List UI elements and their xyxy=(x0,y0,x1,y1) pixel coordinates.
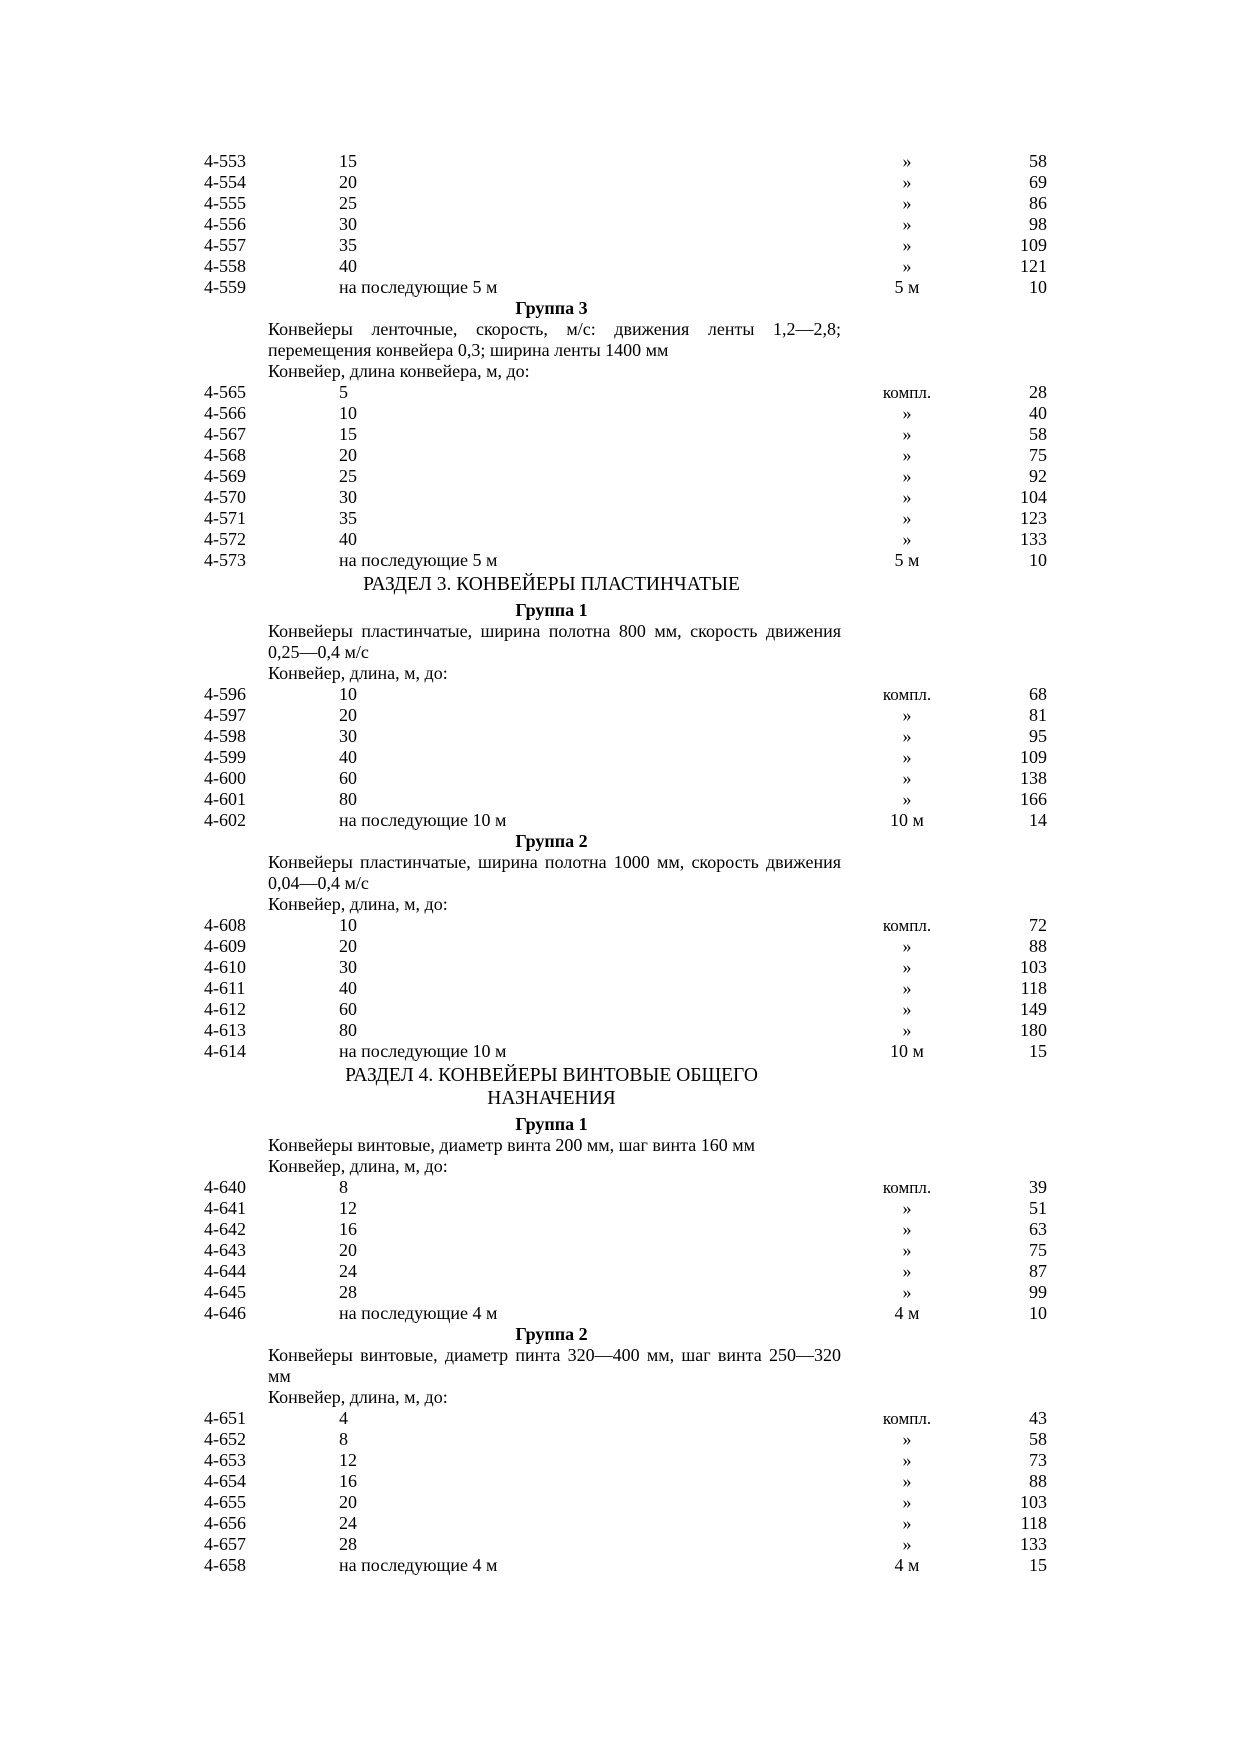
row-description: 15 xyxy=(339,424,357,444)
row-value: 95 xyxy=(1029,726,1047,746)
row-value: 88 xyxy=(1029,1471,1047,1491)
row-unit: компл. xyxy=(882,1409,932,1428)
row-description: 28 xyxy=(339,1282,357,1302)
row-code: 4-643 xyxy=(204,1240,246,1260)
table-row xyxy=(204,1303,1052,1324)
row-unit: » xyxy=(902,445,912,465)
row-code: 4-569 xyxy=(204,466,246,486)
table-row xyxy=(204,550,1052,571)
row-description: 10 xyxy=(339,684,357,704)
row-value: 138 xyxy=(1020,768,1047,788)
row-description: 10 xyxy=(339,915,357,935)
row-unit: » xyxy=(902,424,912,444)
table-row xyxy=(204,172,1052,193)
row-value: 15 xyxy=(1029,1555,1047,1575)
table-row xyxy=(204,256,1052,277)
row-description: 30 xyxy=(339,726,357,746)
row-value: 99 xyxy=(1029,1282,1047,1302)
row-value: 87 xyxy=(1029,1261,1047,1281)
row-value: 10 xyxy=(1029,277,1047,297)
row-value: 51 xyxy=(1029,1198,1047,1218)
row-description: 35 xyxy=(339,235,357,255)
rows-block xyxy=(204,151,1052,298)
row-code: 4-559 xyxy=(204,277,246,297)
row-value: 69 xyxy=(1029,172,1047,192)
row-code: 4-655 xyxy=(204,1492,246,1512)
row-unit: » xyxy=(902,726,912,746)
row-code: 4-609 xyxy=(204,936,246,956)
row-code: 4-573 xyxy=(204,550,246,570)
row-value: 103 xyxy=(1020,957,1047,977)
table-row xyxy=(204,1450,1052,1471)
row-value: 180 xyxy=(1020,1020,1047,1040)
row-code: 4-612 xyxy=(204,999,246,1019)
row-description: 60 xyxy=(339,999,357,1019)
row-description: 20 xyxy=(339,1240,357,1260)
row-code: 4-614 xyxy=(204,1041,246,1061)
row-description: на последующие 4 м xyxy=(339,1555,498,1575)
row-description: 40 xyxy=(339,529,357,549)
rows-block xyxy=(204,1177,1052,1324)
table-row xyxy=(204,768,1052,789)
row-value: 10 xyxy=(1029,550,1047,570)
group-description: Конвейеры пластинчатые, ширина полотна 1000 мм, скорость движения 0,04—0,4 м/с xyxy=(268,852,841,893)
row-code: 4-646 xyxy=(204,1303,246,1323)
group-title: Группа 1 xyxy=(515,1114,588,1134)
group-description: Конвейеры ленточные, скорость, м/с: движения ленты 1,2—2,8; перемещения конвейера 0,3; ширина ленты 1400 мм xyxy=(268,319,841,360)
row-value: 75 xyxy=(1029,445,1047,465)
table-row xyxy=(204,277,1052,298)
row-value: 72 xyxy=(1029,915,1047,935)
group-subtitle: Конвейер, длина, м, до: xyxy=(268,894,448,914)
row-unit: компл. xyxy=(882,1178,932,1197)
table-row xyxy=(204,789,1052,810)
row-code: 4-568 xyxy=(204,445,246,465)
row-code: 4-654 xyxy=(204,1471,246,1491)
row-code: 4-557 xyxy=(204,235,246,255)
row-unit: » xyxy=(902,705,912,725)
row-code: 4-566 xyxy=(204,403,246,423)
row-code: 4-597 xyxy=(204,705,246,725)
row-description: на последующие 10 м xyxy=(339,810,507,830)
table-row xyxy=(204,915,1052,936)
row-value: 58 xyxy=(1029,1429,1047,1449)
row-description: 12 xyxy=(339,1198,357,1218)
row-description: 30 xyxy=(339,214,357,234)
group-title: Группа 1 xyxy=(515,600,588,620)
row-value: 10 xyxy=(1029,1303,1047,1323)
row-code: 4-644 xyxy=(204,1261,246,1281)
row-unit: » xyxy=(902,235,912,255)
row-value: 75 xyxy=(1029,1240,1047,1260)
row-unit: » xyxy=(902,768,912,788)
row-unit: » xyxy=(902,529,912,549)
row-value: 133 xyxy=(1020,529,1047,549)
table-row xyxy=(204,445,1052,466)
table-row xyxy=(204,487,1052,508)
row-code: 4-608 xyxy=(204,915,246,935)
row-description: на последующие 5 м xyxy=(339,550,498,570)
row-description: 25 xyxy=(339,193,357,213)
row-unit: компл. xyxy=(882,916,932,935)
row-unit: компл. xyxy=(882,685,932,704)
row-description: 20 xyxy=(339,1492,357,1512)
row-value: 39 xyxy=(1029,1177,1047,1197)
table-row xyxy=(204,193,1052,214)
table-row xyxy=(204,1534,1052,1555)
table-row xyxy=(204,810,1052,831)
row-unit: 4 м xyxy=(894,1303,920,1323)
row-unit: 10 м xyxy=(890,1041,924,1061)
group-subtitle: Конвейер, длина, м, до: xyxy=(268,1387,448,1407)
row-unit: » xyxy=(902,1513,912,1533)
row-value: 15 xyxy=(1029,1041,1047,1061)
group-subtitle: Конвейер, длина, м, до: xyxy=(268,1156,448,1176)
group-description: Конвейеры винтовые, диаметр винта 200 мм, шаг винта 160 мм xyxy=(268,1135,756,1155)
row-description: 24 xyxy=(339,1261,357,1281)
table-row xyxy=(204,1492,1052,1513)
row-code: 4-645 xyxy=(204,1282,246,1302)
row-value: 58 xyxy=(1029,424,1047,444)
row-unit: » xyxy=(902,256,912,276)
rows-block xyxy=(204,382,1052,571)
row-description: 80 xyxy=(339,1020,357,1040)
row-unit: » xyxy=(902,466,912,486)
row-code: 4-570 xyxy=(204,487,246,507)
row-code: 4-558 xyxy=(204,256,246,276)
table-row xyxy=(204,726,1052,747)
table-row xyxy=(204,1198,1052,1219)
row-description: 12 xyxy=(339,1450,357,1470)
row-description: на последующие 5 м xyxy=(339,277,498,297)
row-unit: » xyxy=(902,1240,912,1260)
table-row xyxy=(204,1282,1052,1303)
table-row xyxy=(204,466,1052,487)
row-unit: » xyxy=(902,1020,912,1040)
row-description: 40 xyxy=(339,256,357,276)
row-value: 73 xyxy=(1029,1450,1047,1470)
row-value: 118 xyxy=(1020,978,1047,998)
section-title-line: РАЗДЕЛ 4. КОНВЕЙЕРЫ ВИНТОВЫЕ ОБЩЕГО xyxy=(345,1065,758,1086)
row-value: 58 xyxy=(1029,151,1047,171)
rows-block xyxy=(204,1408,1052,1576)
row-unit: » xyxy=(902,1282,912,1302)
row-description: 4 xyxy=(339,1408,348,1428)
row-value: 92 xyxy=(1029,466,1047,486)
row-unit: » xyxy=(902,487,912,507)
row-code: 4-601 xyxy=(204,789,246,809)
row-code: 4-567 xyxy=(204,424,246,444)
row-code: 4-571 xyxy=(204,508,246,528)
row-description: 30 xyxy=(339,957,357,977)
row-description: 16 xyxy=(339,1471,357,1491)
rows-block xyxy=(204,684,1052,831)
table-row xyxy=(204,747,1052,768)
group-title: Группа 3 xyxy=(515,298,588,318)
group-title: Группа 2 xyxy=(515,1324,588,1344)
row-code: 4-555 xyxy=(204,193,246,213)
row-value: 14 xyxy=(1029,810,1047,830)
row-description: 80 xyxy=(339,789,357,809)
table-row xyxy=(204,424,1052,445)
row-value: 88 xyxy=(1029,936,1047,956)
row-code: 4-658 xyxy=(204,1555,246,1575)
row-value: 133 xyxy=(1020,1534,1047,1554)
row-description: 8 xyxy=(339,1177,348,1197)
table-row xyxy=(204,1177,1052,1198)
row-unit: » xyxy=(902,1534,912,1554)
table-row xyxy=(204,1240,1052,1261)
table-row xyxy=(204,1555,1052,1576)
row-code: 4-610 xyxy=(204,957,246,977)
row-value: 109 xyxy=(1020,235,1047,255)
row-value: 81 xyxy=(1029,705,1047,725)
row-value: 121 xyxy=(1020,256,1047,276)
row-code: 4-642 xyxy=(204,1219,246,1239)
row-description: 60 xyxy=(339,768,357,788)
table-row xyxy=(204,684,1052,705)
row-value: 103 xyxy=(1020,1492,1047,1512)
row-value: 118 xyxy=(1020,1513,1047,1533)
row-unit: » xyxy=(902,151,912,171)
row-unit: » xyxy=(902,1450,912,1470)
row-value: 109 xyxy=(1020,747,1047,767)
row-unit: » xyxy=(902,747,912,767)
row-value: 63 xyxy=(1029,1219,1047,1239)
table-row xyxy=(204,1429,1052,1450)
row-value: 40 xyxy=(1029,403,1047,423)
row-unit: » xyxy=(902,1261,912,1281)
table-row xyxy=(204,705,1052,726)
table-row xyxy=(204,1020,1052,1041)
row-code: 4-554 xyxy=(204,172,246,192)
row-unit: » xyxy=(902,508,912,528)
row-description: на последующие 10 м xyxy=(339,1041,507,1061)
row-unit: компл. xyxy=(882,383,932,402)
section-title-line: НАЗНАЧЕНИЯ xyxy=(487,1088,616,1109)
group-subtitle: Конвейер, длина конвейера, м, до: xyxy=(268,361,530,381)
row-value: 43 xyxy=(1029,1408,1047,1428)
group-description: Конвейеры пластинчатые, ширина полотна 800 мм, скорость движения 0,25—0,4 м/с xyxy=(268,621,841,662)
row-value: 68 xyxy=(1029,684,1047,704)
table-row xyxy=(204,1041,1052,1062)
table-row xyxy=(204,978,1052,999)
row-code: 4-611 xyxy=(204,978,246,998)
document-page xyxy=(204,151,1052,1576)
row-unit: » xyxy=(902,172,912,192)
row-code: 4-556 xyxy=(204,214,246,234)
table-row xyxy=(204,1513,1052,1534)
row-code: 4-600 xyxy=(204,768,246,788)
row-unit: » xyxy=(902,193,912,213)
row-unit: 4 м xyxy=(894,1555,920,1575)
table-row xyxy=(204,1261,1052,1282)
row-description: 10 xyxy=(339,403,357,423)
row-description: на последующие 4 м xyxy=(339,1303,498,1323)
table-row xyxy=(204,151,1052,172)
row-description: 8 xyxy=(339,1429,348,1449)
table-row xyxy=(204,999,1052,1020)
row-unit: » xyxy=(902,1219,912,1239)
row-unit: » xyxy=(902,1429,912,1449)
row-value: 28 xyxy=(1029,382,1047,402)
table-row xyxy=(204,403,1052,424)
row-description: 25 xyxy=(339,466,357,486)
table-row xyxy=(204,508,1052,529)
row-unit: » xyxy=(902,789,912,809)
row-description: 40 xyxy=(339,978,357,998)
table-row xyxy=(204,235,1052,256)
section-title: РАЗДЕЛ 3. КОНВЕЙЕРЫ ПЛАСТИНЧАТЫЕ xyxy=(363,574,740,595)
row-unit: » xyxy=(902,214,912,234)
row-unit: 5 м xyxy=(894,277,920,297)
row-value: 166 xyxy=(1020,789,1047,809)
row-unit: » xyxy=(902,936,912,956)
row-unit: » xyxy=(902,403,912,423)
row-description: 5 xyxy=(339,382,348,402)
group-title: Группа 2 xyxy=(515,831,588,851)
row-description: 35 xyxy=(339,508,357,528)
row-value: 104 xyxy=(1020,487,1047,507)
row-description: 20 xyxy=(339,936,357,956)
row-description: 28 xyxy=(339,1534,357,1554)
row-unit: » xyxy=(902,1492,912,1512)
table-row xyxy=(204,936,1052,957)
table-row xyxy=(204,382,1052,403)
row-code: 4-652 xyxy=(204,1429,246,1449)
row-code: 4-657 xyxy=(204,1534,246,1554)
group-subtitle: Конвейер, длина, м, до: xyxy=(268,663,448,683)
row-code: 4-565 xyxy=(204,382,246,402)
row-unit: » xyxy=(902,1471,912,1491)
row-unit: 5 м xyxy=(894,550,920,570)
row-code: 4-653 xyxy=(204,1450,246,1470)
row-code: 4-640 xyxy=(204,1177,246,1197)
row-code: 4-572 xyxy=(204,529,246,549)
row-unit: » xyxy=(902,999,912,1019)
table-row xyxy=(204,529,1052,550)
table-row xyxy=(204,1219,1052,1240)
table-row xyxy=(204,1408,1052,1429)
row-description: 40 xyxy=(339,747,357,767)
group-description: Конвейеры винтовые, диаметр пинта 320—400 мм, шаг винта 250—320 мм xyxy=(268,1345,841,1386)
table-row xyxy=(204,957,1052,978)
row-description: 20 xyxy=(339,445,357,465)
row-code: 4-598 xyxy=(204,726,246,746)
row-description: 30 xyxy=(339,487,357,507)
row-value: 98 xyxy=(1029,214,1047,234)
row-description: 20 xyxy=(339,705,357,725)
table-row xyxy=(204,214,1052,235)
row-code: 4-599 xyxy=(204,747,246,767)
row-value: 149 xyxy=(1020,999,1047,1019)
row-code: 4-613 xyxy=(204,1020,246,1040)
row-code: 4-596 xyxy=(204,684,246,704)
row-unit: » xyxy=(902,978,912,998)
row-description: 15 xyxy=(339,151,357,171)
row-code: 4-602 xyxy=(204,810,246,830)
row-unit: 10 м xyxy=(890,810,924,830)
row-code: 4-641 xyxy=(204,1198,246,1218)
row-unit: » xyxy=(902,1198,912,1218)
row-description: 16 xyxy=(339,1219,357,1239)
row-unit: » xyxy=(902,957,912,977)
row-code: 4-656 xyxy=(204,1513,246,1533)
table-row xyxy=(204,1471,1052,1492)
section-title xyxy=(204,1062,899,1114)
row-description: 20 xyxy=(339,172,357,192)
row-description: 24 xyxy=(339,1513,357,1533)
row-value: 123 xyxy=(1020,508,1047,528)
row-value: 86 xyxy=(1029,193,1047,213)
rows-block xyxy=(204,915,1052,1062)
row-code: 4-553 xyxy=(204,151,246,171)
row-code: 4-651 xyxy=(204,1408,246,1428)
